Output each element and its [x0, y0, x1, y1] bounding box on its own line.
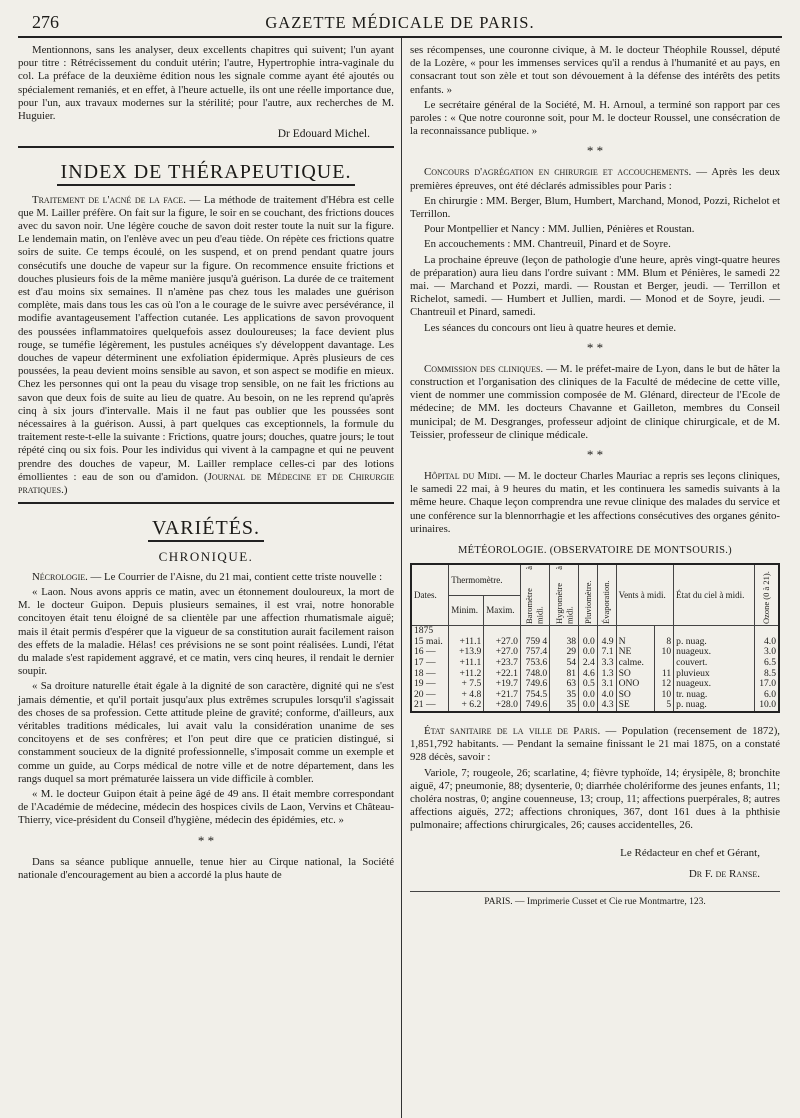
etat-paragraph: [410, 725, 780, 765]
cell-ciel: p. nuag.: [674, 637, 755, 648]
concours-intro: [410, 166, 780, 192]
meteorology-body: [411, 626, 779, 712]
cell-force: 10: [655, 690, 674, 701]
section-rule: [18, 146, 394, 148]
cell-ciel: nuageux.: [674, 679, 755, 690]
cell-max: +28.0: [484, 700, 521, 712]
cell-evap: 1.3: [597, 669, 616, 680]
page-number: 276: [32, 12, 59, 32]
section-rule: [18, 502, 394, 504]
signoff-title: Le Rédacteur en chef et Gérant,: [620, 846, 760, 859]
cell-baro: 749.6: [520, 700, 549, 712]
cell-pluvio: 4.6: [579, 669, 598, 680]
varietes-title-text: VARIÉTÉS.: [148, 517, 264, 542]
concours-paragraph: La prochaine épreuve (leçon de pathologie d'une heure, après vingt-quatre heures de préparation) aura lieu dans l'ordre suivant : MM. Blum et Pénières, le samedi 22 mai. — Marchand et Pozzi, mardi. — Roustan et Berger, jeudi. — Terrillon et Richelot, samedi. — Humbert et Jullien, mardi. — Monod et de Soyre, jeudi. — Chantreuil et Pinard, samedi.: [410, 253, 780, 319]
section-stars: * *: [586, 447, 604, 463]
col-ozone: Ozone (0 à 21).: [754, 564, 779, 626]
cell-dir: calme.: [616, 658, 655, 669]
page-header: [18, 12, 782, 38]
signoff: [410, 847, 760, 881]
col-minim: Minim.: [449, 596, 484, 626]
cell-min: +11.1: [449, 658, 484, 669]
opening-paragraph: ses récompenses, une couronne civique, à M. le docteur Théophile Roussel, député de la Lozère, « pour les immenses services qu'il a rendus à l'humanité et au pays, en consacrant tout son zèle et tout son dévouement à la défense des intérêts des petits enfants. »: [410, 44, 780, 96]
hopital-paragraph: [410, 470, 780, 536]
opening-paragraph: Le secrétaire général de la Société, M. H. Arnoul, a terminé son rapport par ces paroles : « Que notre couronne soit, pour M. le docteur Roussel, une consécration de la reconnaissance publique. »: [410, 98, 780, 138]
columns: [18, 38, 782, 1118]
intro-signature: Dr Edouard Michel.: [277, 128, 370, 141]
col-pluvio: Pluviomètre.: [579, 564, 598, 626]
cell-evap: 4.9: [597, 637, 616, 648]
cell-ciel: pluvieux: [674, 669, 755, 680]
cell-pluvio: 0.0: [579, 637, 598, 648]
cell-pluvio: 2.4: [579, 658, 598, 669]
cell-max: +21.7: [484, 690, 521, 701]
acne-paragraph: [18, 194, 394, 498]
cell-ciel: tr. nuag.: [674, 690, 755, 701]
col-vents: Vents à midi.: [616, 564, 674, 626]
cell-hygro: 29: [550, 647, 579, 658]
cell-dir: SO: [616, 669, 655, 680]
cell-force: 5: [655, 700, 674, 712]
cell-hygro: 35: [550, 690, 579, 701]
cell-dir: ONO: [616, 679, 655, 690]
etat-text: — Population (recensement de 1872), 1,851,792 habitants. — Pendant la semaine finissant le 21 mai 1875, on a constaté 928 décès, savoir :: [410, 725, 781, 764]
cell-ciel: nuageux.: [674, 647, 755, 658]
cell-max: +23.7: [484, 658, 521, 669]
cell-baro: 749.6: [520, 679, 549, 690]
cell-dir: SO: [616, 690, 655, 701]
meteorology-row: [411, 700, 779, 712]
cell-ozone: 4.0: [754, 637, 779, 648]
cell-ozone: 3.0: [754, 647, 779, 658]
necrologie-paragraph: « Laon. Nous avons appris ce matin, avec un étonnement douloureux, la mort de M. le docteur Guipon. Depuis plusieurs semaines, il est vrai, notre honorable concitoyen était tenu éloigné de sa clientèle par une affection rhumatismale aiguë; mais il était permis d'espérer que la vigueur de sa constitution aurait facilement raison des effets de la maladie. Hélas! ces prévisions ne se sont point réalisées. Lundi, l'état du malade s'est rapidement aggravé, et ce matin, vers cinq heures, il rendait le dernier soupir.: [18, 585, 394, 678]
cell-force: 8: [655, 637, 674, 648]
concours-intro-text: — Après les deux premières épreuves, ont été déclarés admissibles pour Paris :: [410, 166, 780, 192]
meteorology-title: MÉTÉOROLOGIE. (OBSERVATOIRE DE MONTSOURIS.): [458, 545, 732, 557]
cell-min: + 7.5: [449, 679, 484, 690]
meteorology-table: [410, 563, 780, 713]
right-column: [410, 44, 780, 909]
col-hygro: Hygromètre à midi.: [550, 564, 579, 626]
year-cell: 1875: [411, 626, 449, 637]
journal-title: GAZETTE MÉDICALE DE PARIS.: [265, 13, 535, 32]
cell-min: + 6.2: [449, 700, 484, 712]
concours-paragraph: En chirurgie : MM. Berger, Blum, Humbert, Marchand, Monod, Pozzi, Richelot et Terrillon.: [410, 194, 781, 221]
cell-baro: 759 4: [520, 637, 549, 648]
cell-date: 21 —: [411, 700, 449, 712]
cell-min: +11.2: [449, 669, 484, 680]
commission-text: — M. le préfet-maire de Lyon, dans le but de hâter la construction et l'organisation des cliniques de la Faculté de médecine de cette ville, vient de nommer une commission composée de M. Glénard, directeur de l'Ecole de médecine; de MM. les docteurs Chavanne et Gailleton, membres du Conseil municipal; de M. Desgranges, professeur adjoint de clinique chirurgicale, et de M. Teissier, professeur de clinique médicale.: [410, 362, 781, 441]
cell-hygro: 35: [550, 700, 579, 712]
necrologie-heading: Nécrologie.: [32, 570, 88, 583]
cell-dir: NE: [616, 647, 655, 658]
left-column: [18, 44, 394, 884]
cell-hygro: 54: [550, 658, 579, 669]
closing-paragraph: Dans sa séance publique annuelle, tenue hier au Cirque national, la Société nationale d'encouragement au bien a accordé la plus haute de: [18, 855, 394, 881]
col-evap: Évaporation.: [597, 564, 616, 626]
cell-ozone: 8.5: [754, 669, 779, 680]
section-stars: * *: [197, 832, 215, 848]
concours-paragraph: En accouchements : MM. Chantreuil, Pinard et de Soyre.: [424, 238, 671, 251]
intro-paragraph: Mentionnons, sans les analyser, deux excellents chapitres qui suivent; l'un ayant pour titre : Rétrécissement du conduit utérin; l'autre, Hypertrophie intra-vaginale du col. La préface de la deuxième édition nous les signale comme ayant été ajoutés ou spécialement remaniés, et en effet, à l'heure actuelle, ils ont une réelle importance due, pour l'un, aux travaux modernes sur la stérilité; pour l'autre, aux recherches de M. Huguier.: [18, 44, 394, 123]
cell-force: 11: [655, 669, 674, 680]
cell-date: 18 —: [411, 669, 449, 680]
cell-max: +27.0: [484, 637, 521, 648]
cell-hygro: 81: [550, 669, 579, 680]
cell-baro: 753.6: [520, 658, 549, 669]
col-baro: Baromètre à midi.: [520, 564, 549, 626]
cell-baro: 748.0: [520, 669, 549, 680]
cell-max: +19.7: [484, 679, 521, 690]
necrologie-intro-text: — Le Courrier de l'Aisne, du 21 mai, contient cette triste nouvelle :: [90, 570, 383, 583]
cell-evap: 4.3: [597, 700, 616, 712]
column-divider: [401, 38, 402, 1118]
index-title: [18, 161, 394, 184]
cell-evap: 7.1: [597, 647, 616, 658]
concours-heading: Concours d'agrégation en chirurgie et accouchements.: [424, 166, 692, 179]
cell-date: 16 —: [411, 647, 449, 658]
cell-force: 12: [655, 679, 674, 690]
acne-source: (Journal de Médecine et de Chirurgie pratiques.): [18, 470, 394, 497]
col-ciel: État du ciel à midi.: [674, 564, 755, 626]
cell-hygro: 63: [550, 679, 579, 690]
cell-date: 19 —: [411, 679, 449, 690]
cell-pluvio: 0.0: [579, 690, 598, 701]
col-maxim: Maxim.: [484, 596, 521, 626]
acne-text: — La méthode de traitement d'Hébra est celle que M. Lailler préfère. On fait sur la figure, le soir en se couchant, des frictions douces avec du savon noir. Une légère couche de savon doit rester toute la nuit sur la figure. Le lendemain matin, on l'enlève avec un peu d'eau tiède. On répète ces frictions quatre soirs de suite. Ce temps écoulé, on les suspend, et on prend pendant quatre jours consécutifs une douche de vapeur sur la figure. On recommence ensuite frictions et douches plusieurs fois de la même manière jusqu'à guérison. La durée de ce traitement est d'au moins six semaines. Il n'amène pas chez tous les malades une guérison complète, mais dans tous les cas où l'on a le courage de le suivre avec persévérance, il modifie avantageusement l'affection cutanée. Les applications de savon provoquent des poussées inflammatoires quelquefois assez douloureuses; la face devient plus rouge, se tuméfie légèrement, les pustules acnéiques s'y développent davantage. Les douches de vapeur déterminent une exfoliation épidermique. Après plusieurs de ces poussées, la peau devient moins sensible au savon, et son aspect se modifie en mieux. Chez les personnes qui ont la peau du visage trop sensible, on ne fait les frictions au savon que deux fois de suite au lieu de quatre. Au besoin, on ne les reprend qu'après cinq à six jours d'intervalle. Mais il ne faut pas oublier que les poussées sont nécessaires à la guérison. Aussi, à part quelques cas exceptionnels, la formule du traitement reste-t-elle la suivante : Frictions, quatre jours; douches, quatre jours; le tout répété cinq ou six fois. Pour les individus qui vivent à la campagne et qui ne peuvent prendre des douches de vapeur, M. Lailler remplace celles-ci par des lotions émollientes : eau de son ou d'amidon.: [18, 193, 395, 483]
section-stars: * *: [586, 143, 604, 159]
cell-evap: 3.1: [597, 679, 616, 690]
cell-ozone: 10.0: [754, 700, 779, 712]
col-dates: Dates.: [411, 564, 449, 626]
cell-pluvio: 0.0: [579, 700, 598, 712]
cell-dir: SE: [616, 700, 655, 712]
necrologie-paragraph: « Sa droiture naturelle était égale à la dignité de son caractère, dignité qui ne s'est jamais démentie, et qu'il portait jusqu'aux plus extrêmes scrupules lorsqu'il s'agissait des choses de sa profession. Cette attitude pleine de gravité; conforme, d'ailleurs, aux véritables traditions médicales, lui avait valu la considération unanime de ses concitoyens et de ses confrères; et l'on peut dire que ce praticien distingué, si constamment soucieux de la dignité professionnelle, s'imposait comme un exemple et comme un guide, au Corps médical de notre ville et de notre département, dans les rangs duquel sa mort prématurée laissera un vide difficile à combler.: [18, 680, 394, 785]
cell-hygro: 38: [550, 637, 579, 648]
signoff-name: Dr F. de Ranse.: [688, 867, 760, 880]
cell-max: +22.1: [484, 669, 521, 680]
index-title-text: INDEX DE THÉRAPEUTIQUE.: [57, 161, 356, 186]
cell-min: +11.1: [449, 637, 484, 648]
necrologie-intro: [18, 571, 394, 584]
varietes-title: [18, 517, 394, 540]
section-stars: * *: [586, 339, 604, 355]
cell-pluvio: 0.0: [579, 647, 598, 658]
cell-min: + 4.8: [449, 690, 484, 701]
hopital-heading: Hôpital du Midi.: [424, 470, 501, 483]
chronique-title: CHRONIQUE.: [158, 548, 254, 564]
cell-ozone: 6.0: [754, 690, 779, 701]
cell-evap: 3.3: [597, 658, 616, 669]
cell-baro: 754.5: [520, 690, 549, 701]
cell-min: +13.9: [449, 647, 484, 658]
concours-paragraph: Les séances du concours ont lieu à quatre heures et demie.: [424, 321, 677, 334]
cell-date: 17 —: [411, 658, 449, 669]
cell-ciel: couvert.: [674, 658, 755, 669]
cell-evap: 4.0: [597, 690, 616, 701]
cell-dir: N: [616, 637, 655, 648]
acne-heading: Traitement de l'acné de la face.: [32, 193, 186, 206]
col-thermo: Thermomètre.: [449, 564, 521, 595]
necrologie-paragraph: « M. le docteur Guipon était à peine âgé de 49 ans. Il était membre correspondant de l'Académie de médecine, médecin des hospices civils de Laon, Vervins et Château-Thierry, vice-président du Conseil d'hygiène, médecin des épidémies, etc. »: [18, 787, 394, 827]
cell-pluvio: 0.5: [579, 679, 598, 690]
cell-ciel: p. nuag.: [674, 700, 755, 712]
cell-ozone: 17.0: [754, 679, 779, 690]
cell-max: +27.0: [484, 647, 521, 658]
commission-paragraph: [410, 363, 780, 442]
concours-paragraph: Pour Montpellier et Nancy : MM. Jullien, Pénières et Roustan.: [424, 223, 695, 236]
cell-date: 20 —: [411, 690, 449, 701]
etat-list: Variole, 7; rougeole, 26; scarlatine, 4; fièvre typhoïde, 14; érysipèle, 8; bronchite aiguë, 47; pneumonie, 88; dysenterie, 0; diarrhée cholériforme des jeunes enfants, 11; choléra nostras, 0; angine couenneuse, 13; croup, 11; affections puerpérales, 8; autres affections aiguës, 272; affections chroniques, 367, dont 161 dues à la phthisie pulmonaire; affections chirurgicales, 26; causes accidentelles, 26.: [410, 766, 780, 832]
cell-ozone: 6.5: [754, 658, 779, 669]
etat-heading: État sanitaire de la ville de Paris.: [424, 725, 601, 738]
cell-force: 10: [655, 647, 674, 658]
printer-line: PARIS. — Imprimerie Cusset et Cie rue Montmartre, 123.: [410, 891, 780, 909]
commission-heading: Commission des cliniques.: [424, 362, 544, 375]
hopital-text: — M. le docteur Charles Mauriac a repris ses leçons cliniques, le samedi 22 mai, à 9 heures du matin, et les continuera les samedis suivants à la même heure. Chaque leçon comprendra une revue clinique des malades du service et une conférence sur la blennorrhagie et les affections consécutives des organes génito-urinaires.: [410, 470, 780, 535]
cell-date: 15 mai.: [411, 637, 449, 648]
cell-baro: 757.4: [520, 647, 549, 658]
